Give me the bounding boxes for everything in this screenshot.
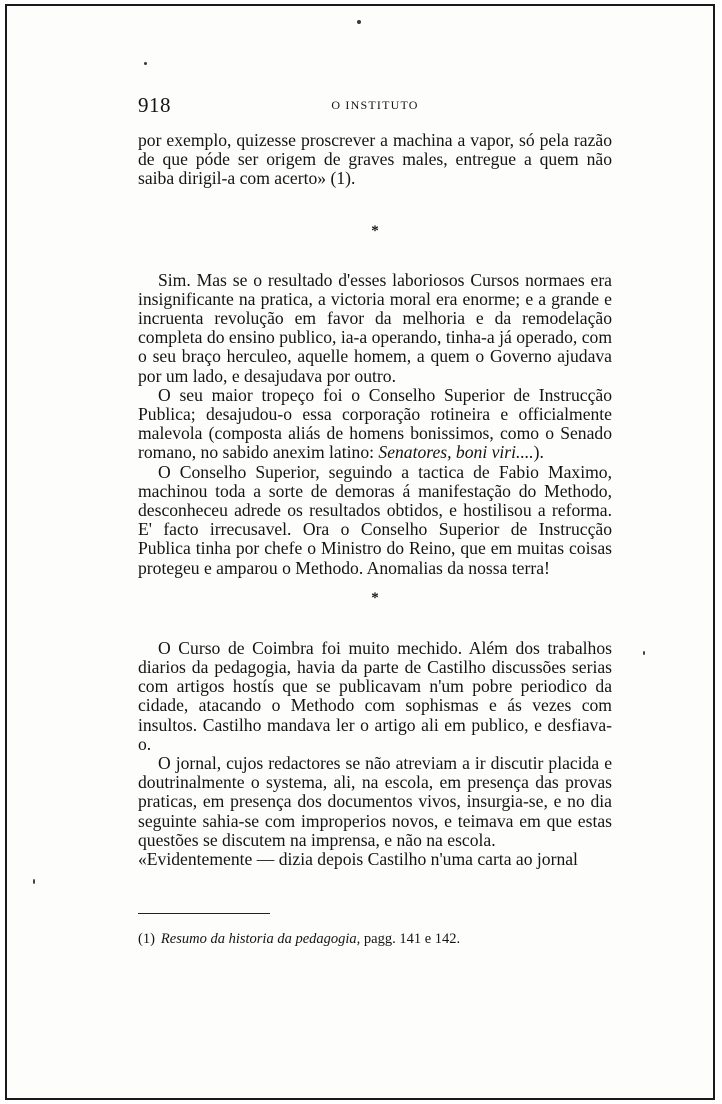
paragraph-text: O seu maior tropeço foi o Conselho Superior de Instrucção Publica; desajudou-o essa corporação rotineira e officialmente malevola (composta aliás de homens bonissimos, como o Senado romano, no sabido anexim latino: xyxy=(138,384,612,463)
section-break-asterisk: * xyxy=(371,589,379,606)
scan-speck xyxy=(33,879,35,884)
latin-quote: Senatores, boni viri.... xyxy=(378,442,534,463)
footnote-rule xyxy=(138,913,270,914)
scan-speck xyxy=(144,62,147,65)
paragraph: O Conselho Superior, seguindo a tactica de Fabio Maximo, machinou toda a sorte de demoras á manifestação do Methodo, desconheceu adrede os resultados obtidos, e hostilisou a reforma. E' facto irrecusavel. Ora o Conselho Superior de Instrucção Publica tinha por chefe o Ministro do Reino, que em muitas coisas protegeu e amparou o Methodo. Anomalias da nossa terra! xyxy=(138,461,612,578)
section-break-asterisk: * xyxy=(371,222,379,239)
running-title: O INSTITUTO xyxy=(331,98,419,112)
paragraph: O jornal, cujos redactores se não atreviam a ir discutir placida e doutrinalmente o systema, ali, na escola, em presença das provas praticas, em presença dos documentos vivos, insurgia-se, e no dia seguinte sahia-se com improperios novos, e teimava em que estas questões se discutem na imprensa, e não na escola. xyxy=(138,753,612,850)
page-header xyxy=(138,93,612,117)
body-text xyxy=(138,131,612,869)
footnote xyxy=(138,930,612,948)
paragraph: «Evidentemente — dizia depois Castilho n'uma carta ao jornal xyxy=(138,849,578,870)
paragraph xyxy=(138,386,612,463)
paragraph-text: ). xyxy=(533,442,544,463)
paragraph: por exemplo, quizesse proscrever a machina a vapor, só pela razão de que póde ser origem de graves males, entregue a quem não saiba dirigil-a com acerto» (1). xyxy=(138,130,612,189)
paragraph: Sim. Mas se o resultado d'esses laboriosos Cursos normaes era insignificante na pratica, a victoria moral era enorme; e a grande e incruenta revolução em favor da melhoria e da remodelação completa do ensino publico, ia-a operando, tinha-a já operado, com o seu braço herculeo, aquelle homem, a quem o Governo ajudava por um lado, e desajudava por outro. xyxy=(138,269,612,386)
page-number: 918 xyxy=(138,93,171,117)
footnote-title: Resumo da historia da pedagogia, xyxy=(160,931,361,947)
footnote-marker: (1) xyxy=(138,931,155,947)
scan-speck xyxy=(643,651,645,655)
footnote-pages: pagg. 141 e 142. xyxy=(363,931,461,947)
paragraph: O Curso de Coimbra foi muito mechido. Além dos trabalhos diarios da pedagogia, havia da parte de Castilho discussões serias com artigos hostís que se publicavam n'um pobre periodico da cidade, atacando o Methodo com sophismas e ás vezes com insultos. Castilho mandava ler o artigo ali em publico, e desfiava-o. xyxy=(138,637,612,754)
scan-speck xyxy=(357,20,361,24)
